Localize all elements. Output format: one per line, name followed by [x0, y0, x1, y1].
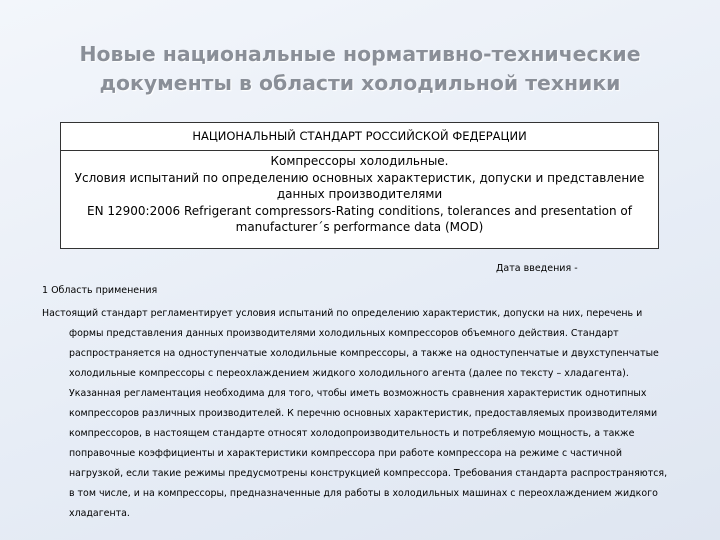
paragraph-line: компрессоров различных производителей. К перечню основных характеристик, предоставляемых производителями — [69, 408, 658, 419]
paragraph-line: хладагента. — [69, 508, 130, 519]
paragraph-line: Настоящий стандарт регламентирует условия испытаний по определению характеристик, допуски на них, перечень и — [42, 308, 643, 319]
paragraph-line: поправочные коэффициенты и характеристики компрессора при работе компрессора на режиме с частичной — [69, 448, 622, 459]
standard-line: manufacturer´s performance data (MOD) — [235, 220, 484, 234]
paragraph-line: распространяется на одноступенчатые холодильные компрессоры, а также на одноступенчатые и двухступенчатые — [69, 348, 659, 359]
paragraph-line: холодильные компрессоры с переохлаждением жидкого холодильного агента (далее по тексту – хладагента). — [69, 368, 629, 379]
slide-title-line-1: Новые национальные нормативно-технические — [79, 42, 641, 66]
paragraph-line: формы представления данных производителями холодильных компрессоров объемного действия. Стандарт — [69, 328, 619, 339]
standard-body — [61, 151, 658, 236]
standard-info-box — [60, 122, 659, 249]
scope-paragraph — [0, 304, 720, 524]
paragraph-line: Указанная регламентация необходима для того, чтобы иметь возможность сравнения характеристик однотипных — [69, 388, 647, 399]
standard-line: Условия испытаний по определению основных характеристик, допуски и представление — [74, 170, 645, 185]
standard-line: Компрессоры холодильные. — [270, 154, 449, 168]
standard-line: данных производителями — [276, 187, 443, 201]
paragraph-line: компрессоров, в настоящем стандарте относят холодопроизводительность и потребляемую мощность, а также — [69, 428, 635, 439]
standard-line: EN 12900:2006 Refrigerant compressors-Rating conditions, tolerances and presentation of — [87, 203, 632, 218]
paragraph-line: в том числе, и на компрессоры, предназначенные для работы в холодильных машинах с переохлаждением жидкого — [69, 488, 658, 499]
slide-title — [0, 40, 720, 98]
slide-title-line-2: документы в области холодильной техники — [99, 71, 621, 95]
standard-header: НАЦИОНАЛЬНЫЙ СТАНДАРТ РОССИЙСКОЙ ФЕДЕРАЦИИ — [61, 123, 658, 151]
section-heading: 1 Область применения — [42, 285, 158, 296]
introduction-date-label: Дата введения - — [496, 263, 578, 274]
paragraph-line: нагрузкой, если такие режимы предусмотрены конструкцией компрессора. Требования стандарта распространяются, — [69, 468, 668, 479]
